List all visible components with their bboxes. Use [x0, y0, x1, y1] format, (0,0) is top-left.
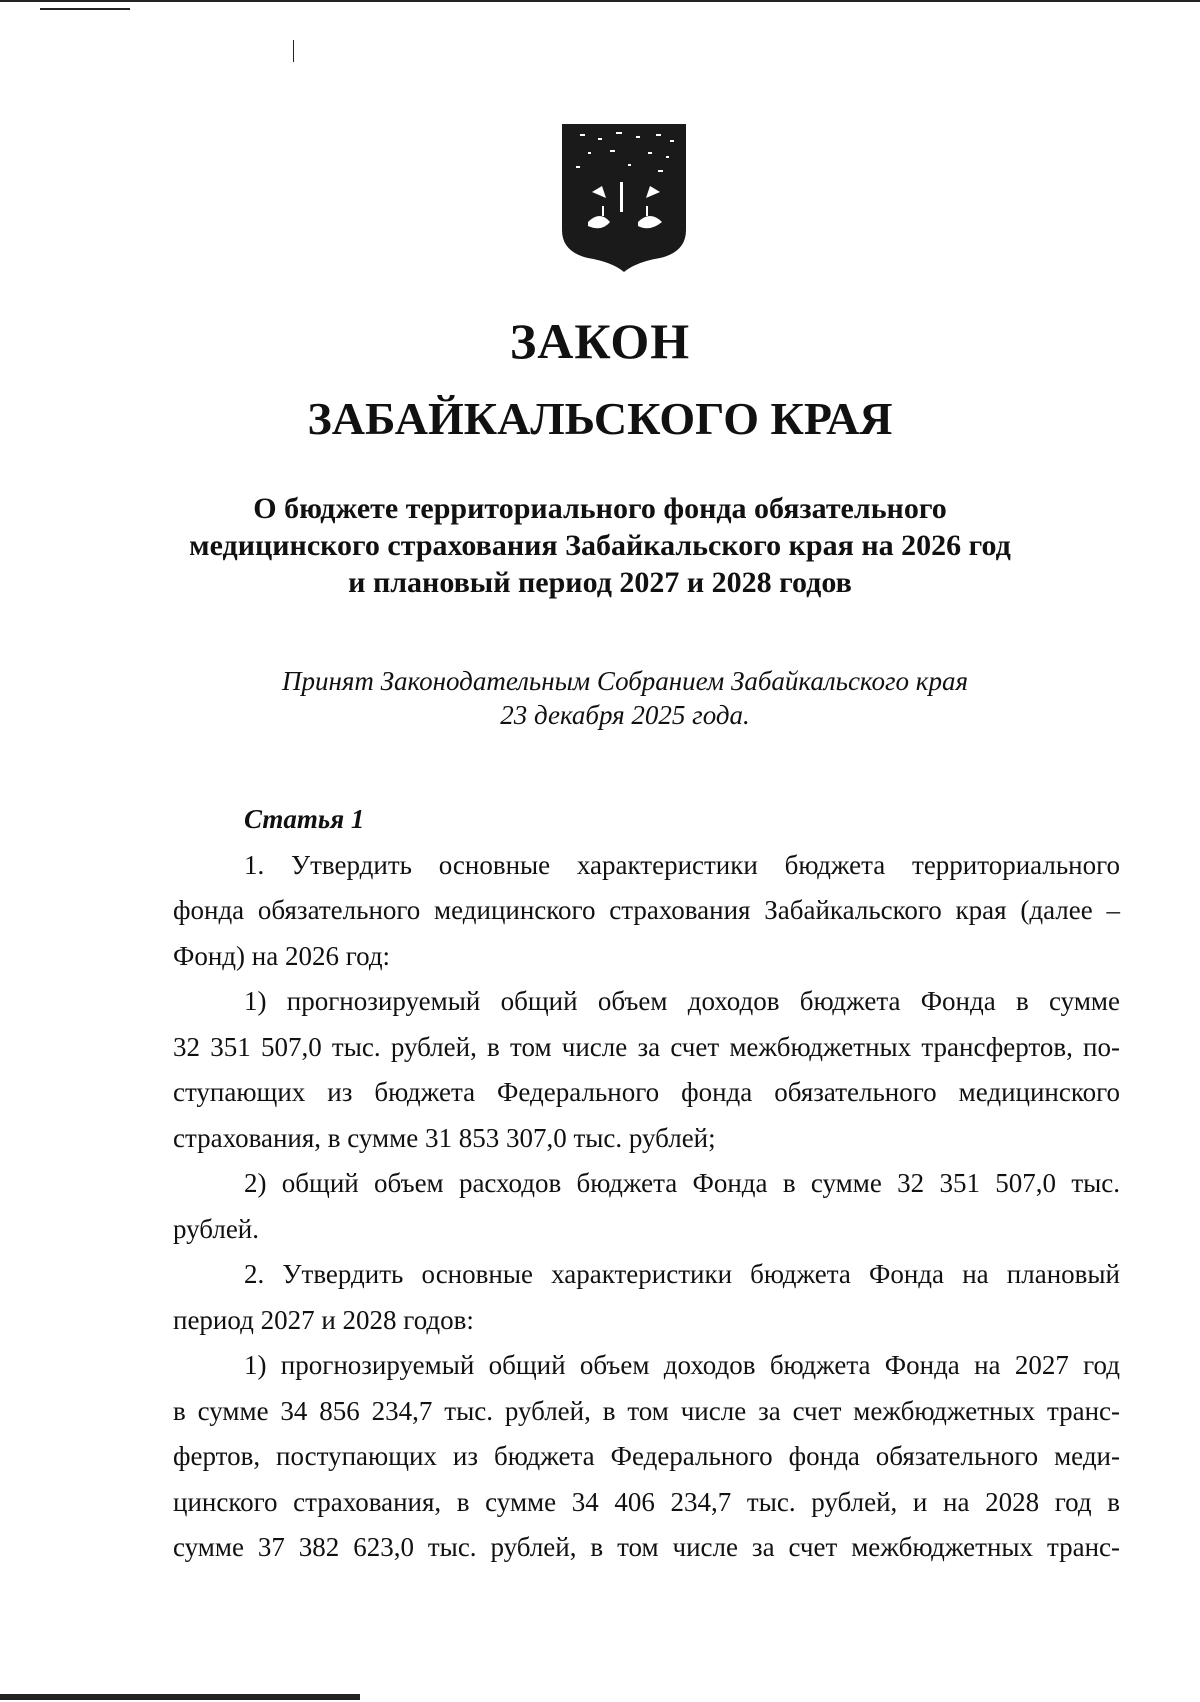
adoption-date: 23 декабря 2025 года.: [500, 700, 750, 730]
coat-of-arms-emblem: [558, 122, 690, 274]
subject-line: медицинского страхования Забайкальского края на 2026 год: [189, 529, 1011, 562]
paragraph-line: период 2027 и 2028 годов:: [173, 1304, 474, 1335]
scan-edge-top: [0, 0, 1200, 2]
paragraph-line: 1. Утвердить основные характеристики бюджета территориального: [244, 849, 1120, 880]
paragraph-line: 32 351 507,0 тыс. рублей, в том числе за счет межбюджетных трансфертов, по-: [173, 1031, 1120, 1062]
paragraph-line: цинского страхования, в сумме 34 406 234,7 тыс. рублей, и на 2028 год в: [173, 1486, 1120, 1517]
paragraph-line: рублей.: [173, 1213, 260, 1244]
scan-mark-top: [293, 40, 294, 62]
paragraph-line: 2. Утвердить основные характеристики бюджета Фонда на плановый: [244, 1259, 1120, 1289]
document-title: ЗАКОН: [509, 313, 691, 369]
subject-line: и плановый период 2027 и 2028 годов: [348, 566, 852, 599]
paragraph-line: Фонд) на 2026 год:: [173, 940, 391, 971]
article-title: Статья 1: [244, 804, 365, 834]
adoption-note: [200, 664, 1050, 732]
paragraph-line: в сумме 34 856 234,7 тыс. рублей, в том числе за счет межбюджетных транс-: [173, 1395, 1120, 1426]
paragraph-line: фертов, поступающих из бюджета Федерального фонда обязательного меди-: [173, 1441, 1120, 1471]
paragraph-line: сумме 37 382 623,0 тыс. рублей, в том числе за счет межбюджетных транс-: [173, 1532, 1120, 1562]
scan-edge-bottom: [0, 1694, 360, 1700]
document-region: ЗАБАЙКАЛЬСКОГО КРАЯ: [307, 393, 893, 444]
subject-line: О бюджете территориального фонда обязательного: [253, 492, 947, 525]
law-subject: [150, 490, 1050, 601]
paragraph-line: фонда обязательного медицинского страхования Забайкальского края (далее –: [173, 895, 1120, 925]
paragraph-line: страхования, в сумме 31 853 307,0 тыс. рублей;: [173, 1122, 716, 1153]
paragraph-line: 1) прогнозируемый общий объем доходов бюджета Фонда в сумме: [244, 986, 1120, 1016]
paragraph-line: ступающих из бюджета Федерального фонда обязательного медицинского: [173, 1077, 1120, 1107]
article-body: [173, 797, 1120, 1571]
paragraph-line: 1) прогнозируемый общий объем доходов бюджета Фонда на 2027 год: [244, 1350, 1120, 1380]
adoption-line: Принят Законодательным Собранием Забайкальского края: [281, 666, 968, 696]
paragraph-line: 2) общий объем расходов бюджета Фонда в сумме 32 351 507,0 тыс.: [244, 1168, 1120, 1198]
scan-dash-top-left: [40, 8, 130, 10]
